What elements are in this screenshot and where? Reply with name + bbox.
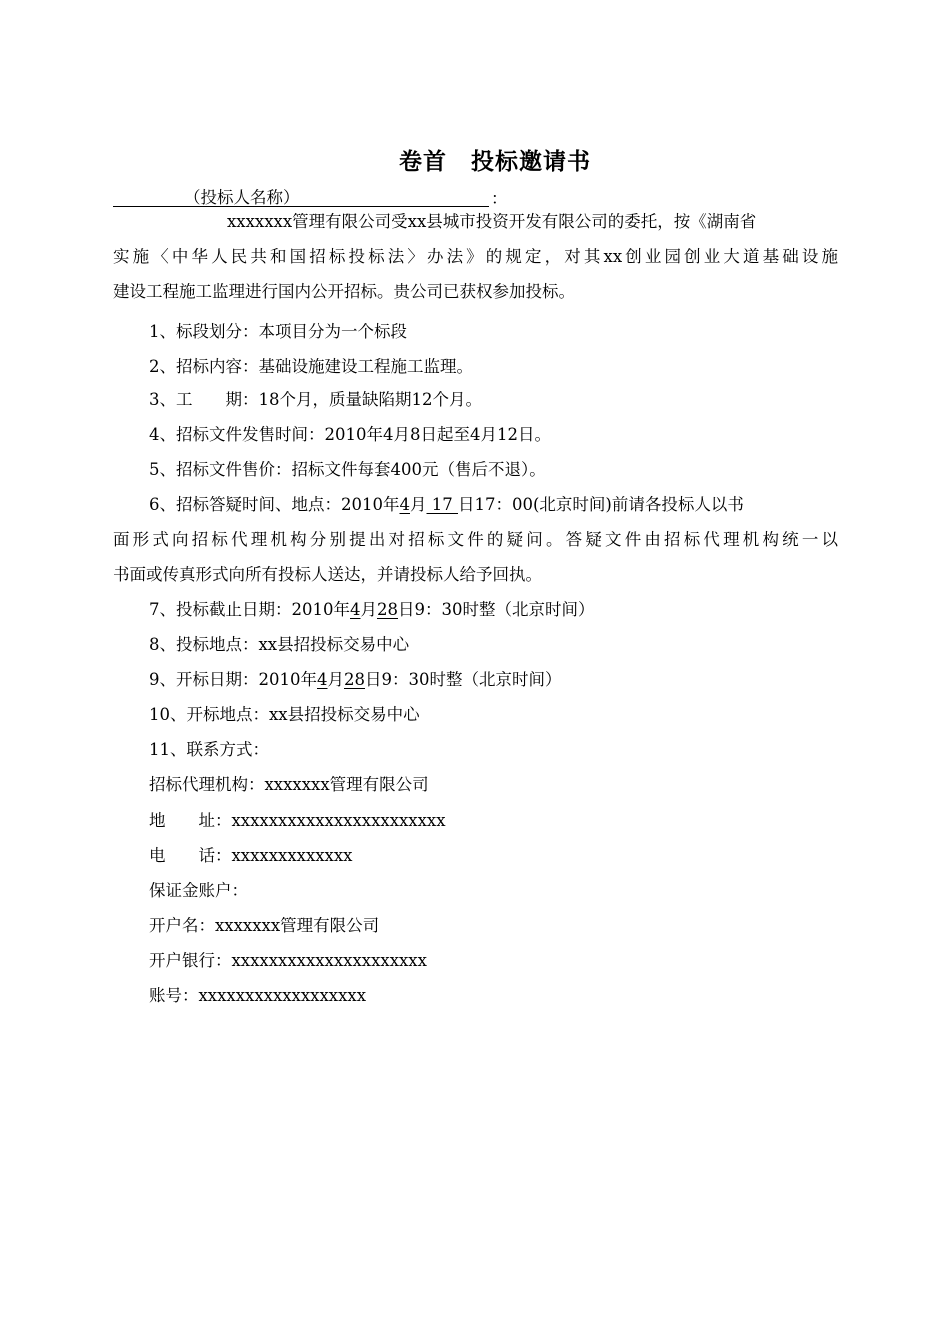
item-3: 3、工 期：18个月，质量缺陷期12个月。 (149, 390, 482, 409)
addressee-underline (113, 206, 489, 207)
item-6-line-2: 面形式向招标代理机构分别提出对招标文件的疑问。答疑文件由招标代理机构统一以 (113, 530, 838, 549)
account-name: 开户名：xxxxxxx管理有限公司 (149, 916, 380, 935)
item-9 (149, 670, 562, 690)
item-6-line-1 (149, 495, 744, 515)
item-7-suffix: 日9：30时整（北京时间） (398, 600, 595, 619)
item-6-suffix: 日17：00(北京时间)前请各投标人以书 (458, 495, 744, 514)
item-9-prefix: 9、开标日期：2010年 (149, 670, 317, 689)
deposit-account-heading: 保证金账户： (149, 881, 248, 900)
item-6-line-3: 书面或传真形式向所有投标人送达，并请投标人给予回执。 (113, 565, 542, 584)
addressee-colon: ： (491, 189, 508, 208)
item-7-prefix: 7、投标截止日期：2010年 (149, 600, 350, 619)
item-7-month-suffix: 月 (360, 600, 377, 619)
contact-address: 地 址：xxxxxxxxxxxxxxxxxxxxxxx (149, 811, 446, 830)
item-5: 5、招标文件售价：招标文件每套400元（售后不退）。 (149, 460, 546, 479)
item-2: 2、招标内容：基础设施建设工程施工监理。 (149, 357, 473, 376)
intro-line-2: 实施〈中华人民共和国招标投标法〉办法》的规定，对其xx创业园创业大道基础设施 (113, 247, 838, 266)
addressee-placeholder: （投标人名称） (184, 188, 300, 207)
item-6-day: 17 (426, 495, 458, 514)
item-6-prefix: 6、招标答疑时间、地点：2010年 (149, 495, 400, 514)
item-6-month-suffix: 月 (410, 495, 427, 514)
item-1: 1、标段划分：本项目分为一个标段 (149, 322, 407, 341)
bank-name: 开户银行：xxxxxxxxxxxxxxxxxxxxx (149, 951, 427, 970)
contact-agency: 招标代理机构：xxxxxxx管理有限公司 (149, 775, 429, 794)
item-7 (149, 600, 595, 620)
item-7-month: 4 (350, 600, 361, 619)
account-number: 账号：xxxxxxxxxxxxxxxxxx (149, 986, 366, 1005)
item-6-month: 4 (399, 495, 410, 514)
document-title: 卷首 投标邀请书 (399, 149, 591, 175)
item-9-month-suffix: 月 (327, 670, 344, 689)
item-9-suffix: 日9：30时整（北京时间） (365, 670, 562, 689)
contact-phone: 电 话：xxxxxxxxxxxxx (149, 846, 353, 865)
item-4: 4、招标文件发售时间：2010年4月8日起至4月12日。 (149, 425, 551, 444)
intro-line-1: xxxxxxx管理有限公司受xx县城市投资开发有限公司的委托，按《湖南省 (227, 212, 757, 231)
item-9-month: 4 (317, 670, 328, 689)
item-10: 10、开标地点：xx县招投标交易中心 (149, 705, 420, 724)
intro-line-3: 建设工程施工监理进行国内公开招标。贵公司已获权参加投标。 (113, 282, 575, 301)
item-9-day: 28 (344, 670, 365, 689)
item-11: 11、联系方式： (149, 740, 269, 759)
item-7-day: 28 (377, 600, 398, 619)
item-8: 8、投标地点：xx县招投标交易中心 (149, 635, 410, 654)
